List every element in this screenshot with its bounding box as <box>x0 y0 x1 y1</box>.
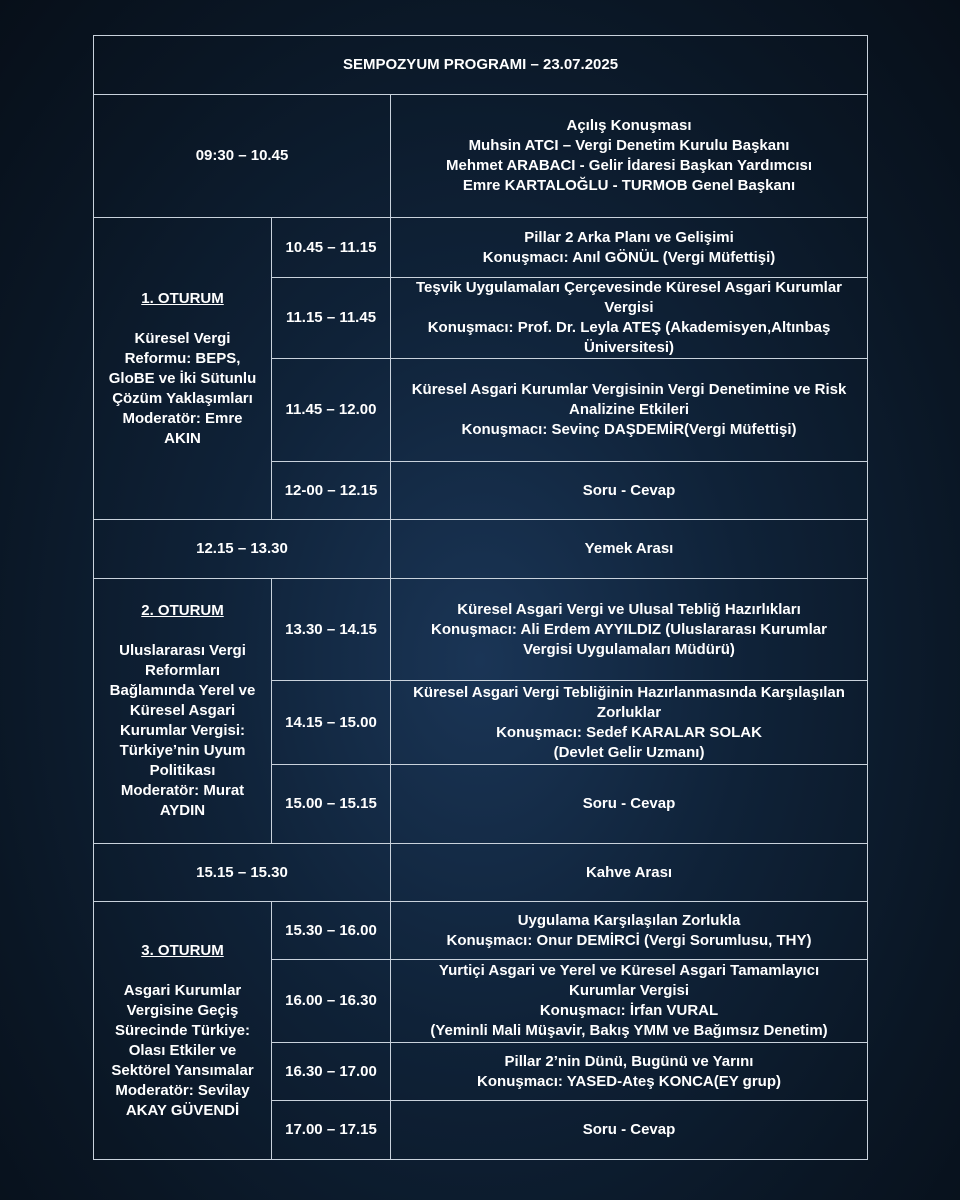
session-1-desc-line: Çözüm Yaklaşımları <box>112 389 253 407</box>
talk-time: 16.30 – 17.00 <box>272 1043 391 1101</box>
session-2-info <box>94 579 272 844</box>
break-label: Kahve Arası <box>391 844 868 902</box>
talk-line: Soru - Cevap <box>582 795 676 812</box>
break-row <box>94 520 868 579</box>
talk-time: 11.45 – 12.00 <box>272 359 391 462</box>
session-1-title: 1. OTURUM <box>141 289 224 307</box>
talk-time: 16.00 – 16.30 <box>272 960 391 1043</box>
talk-line: Küresel Asgari Vergi ve Ulusal Tebliğ Hazırlıkları <box>457 600 801 618</box>
talk-time: 13.30 – 14.15 <box>272 579 391 681</box>
break-time: 12.15 – 13.30 <box>94 520 391 579</box>
break-row <box>94 844 868 902</box>
session-2-row <box>94 579 868 681</box>
talk-details <box>391 902 868 960</box>
session-3-info <box>94 902 272 1160</box>
talk-line: Yurtiçi Asgari ve Yerel ve Küresel Asgari Tamamlayıcı <box>438 962 820 979</box>
talk-details <box>391 765 868 844</box>
session-3-row <box>94 902 868 960</box>
session-3-title: 3. OTURUM <box>141 941 224 959</box>
opening-line: Açılış Konuşması <box>566 117 692 134</box>
session-3-desc-line: Asgari Kurumlar <box>123 981 242 999</box>
spacer <box>104 621 261 641</box>
session-3-desc-line: Sürecinde Türkiye: <box>114 1021 251 1039</box>
talk-line: Konuşmacı: Onur DEMİRCİ (Vergi Sorumlusu, THY) <box>446 931 812 949</box>
session-3-desc-line: Olası Etkiler ve <box>128 1041 237 1059</box>
session-1-desc-line: AKIN <box>164 429 201 447</box>
talk-line: Zorluklar <box>596 703 662 721</box>
talk-line: (Devlet Gelir Uzmanı) <box>553 743 705 761</box>
talk-line: Kurumlar Vergisi <box>568 982 690 999</box>
break-label: Yemek Arası <box>391 520 868 579</box>
talk-time: 15.30 – 16.00 <box>272 902 391 960</box>
session-2-desc-line: Politikası <box>149 762 216 779</box>
session-2-desc-line: Türkiye’nin Uyum <box>119 742 246 759</box>
session-2-desc-line: AYDIN <box>159 802 206 819</box>
talk-line: Konuşmacı: Sevinç DAŞDEMİR(Vergi Müfettişi) <box>461 421 797 438</box>
session-2-title: 2. OTURUM <box>141 602 224 619</box>
talk-line: Üniversitesi) <box>583 339 675 356</box>
session-1-row <box>94 218 868 278</box>
session-3-desc-line: Vergisine Geçiş <box>126 1001 239 1019</box>
opening-line: Muhsin ATCI – Vergi Denetim Kurulu Başkanı <box>468 137 790 154</box>
talk-line: Soru - Cevap <box>582 481 676 499</box>
program-title: SEMPOZYUM PROGRAMI – 23.07.2025 <box>94 36 868 95</box>
talk-details <box>391 1043 868 1101</box>
talk-details <box>391 579 868 681</box>
program-table <box>93 35 868 1160</box>
session-1-desc-line: Küresel Vergi <box>134 329 231 347</box>
opening-line: Mehmet ARABACI - Gelir İdaresi Başkan Yardımcısı <box>446 157 812 174</box>
session-3-desc-line: AKAY GÜVENDİ <box>125 1101 240 1119</box>
title-row <box>94 36 868 95</box>
session-3-desc-line: Moderatör: Sevilay <box>115 1081 250 1099</box>
opening-line: Emre KARTALOĞLU - TURMOB Genel Başkanı <box>462 177 796 194</box>
talk-details <box>391 278 868 359</box>
opening-time: 09:30 – 10.45 <box>94 95 391 218</box>
spacer <box>104 961 261 981</box>
talk-time: 12-00 – 12.15 <box>272 462 391 520</box>
talk-time: 17.00 – 17.15 <box>272 1101 391 1160</box>
talk-line: Konuşmacı: YASED-Ateş KONCA(EY grup) <box>477 1072 781 1090</box>
talk-details <box>391 218 868 278</box>
talk-line: (Yeminli Mali Müşavir, Bakış YMM ve Bağımsız Denetim) <box>430 1022 828 1039</box>
talk-line: Pillar 2 Arka Planı ve Gelişimi <box>524 228 734 246</box>
session-3-desc-line: Sektörel Yansımalar <box>111 1061 254 1079</box>
talk-line: Vergisi <box>604 299 654 316</box>
talk-details <box>391 681 868 765</box>
talk-details <box>391 960 868 1043</box>
talk-line: Konuşmacı: Ali Erdem AYYILDIZ (Uluslararası Kurumlar <box>431 620 827 638</box>
talk-line: Küresel Asgari Kurumlar Vergisinin Vergi Denetimine ve Risk <box>411 381 847 398</box>
talk-line: Küresel Asgari Vergi Tebliğinin Hazırlanmasında Karşılaşılan <box>413 683 845 701</box>
talk-time: 11.15 – 11.45 <box>272 278 391 359</box>
session-1-desc-line: GloBE ve İki Sütunlu <box>108 369 257 387</box>
talk-line: Pillar 2’nin Dünü, Bugünü ve Yarını <box>504 1052 754 1070</box>
talk-line: Uygulama Karşılaşılan Zorlukla <box>517 911 741 929</box>
talk-line: Konuşmacı: Sedef KARALAR SOLAK <box>496 723 762 741</box>
opening-details <box>391 95 868 218</box>
session-2-desc-line: Uluslararası Vergi <box>119 642 246 659</box>
talk-details <box>391 1101 868 1160</box>
opening-row <box>94 95 868 218</box>
talk-line: Soru - Cevap <box>582 1121 676 1138</box>
session-1-desc-line: Moderatör: Emre <box>122 409 243 427</box>
talk-time: 14.15 – 15.00 <box>272 681 391 765</box>
session-2-desc-line: Kurumlar Vergisi: <box>119 722 246 739</box>
session-1-desc-line: Reformu: BEPS, <box>124 349 241 367</box>
spacer <box>104 309 261 329</box>
talk-line: Konuşmacı: Anıl GÖNÜL (Vergi Müfettişi) <box>482 248 776 266</box>
session-2-desc-line: Reformları <box>144 662 221 679</box>
session-2-desc-line: Bağlamında Yerel ve <box>109 682 256 699</box>
talk-time: 15.00 – 15.15 <box>272 765 391 844</box>
talk-line: Vergisi Uygulamaları Müdürü) <box>523 640 735 658</box>
talk-line: Konuşmacı: İrfan VURAL <box>539 1002 719 1019</box>
talk-line: Konuşmacı: Prof. Dr. Leyla ATEŞ (Akademisyen,Altınbaş <box>427 319 831 336</box>
talk-time: 10.45 – 11.15 <box>272 218 391 278</box>
talk-line: Teşvik Uygulamaları Çerçevesinde Küresel Asgari Kurumlar <box>416 279 843 296</box>
session-1-info <box>94 218 272 520</box>
session-2-desc-line: Küresel Asgari <box>129 702 236 719</box>
talk-details <box>391 462 868 520</box>
talk-line: Analizine Etkileri <box>568 401 690 418</box>
break-time: 15.15 – 15.30 <box>94 844 391 902</box>
talk-details <box>391 359 868 462</box>
session-2-desc-line: Moderatör: Murat <box>120 782 245 799</box>
